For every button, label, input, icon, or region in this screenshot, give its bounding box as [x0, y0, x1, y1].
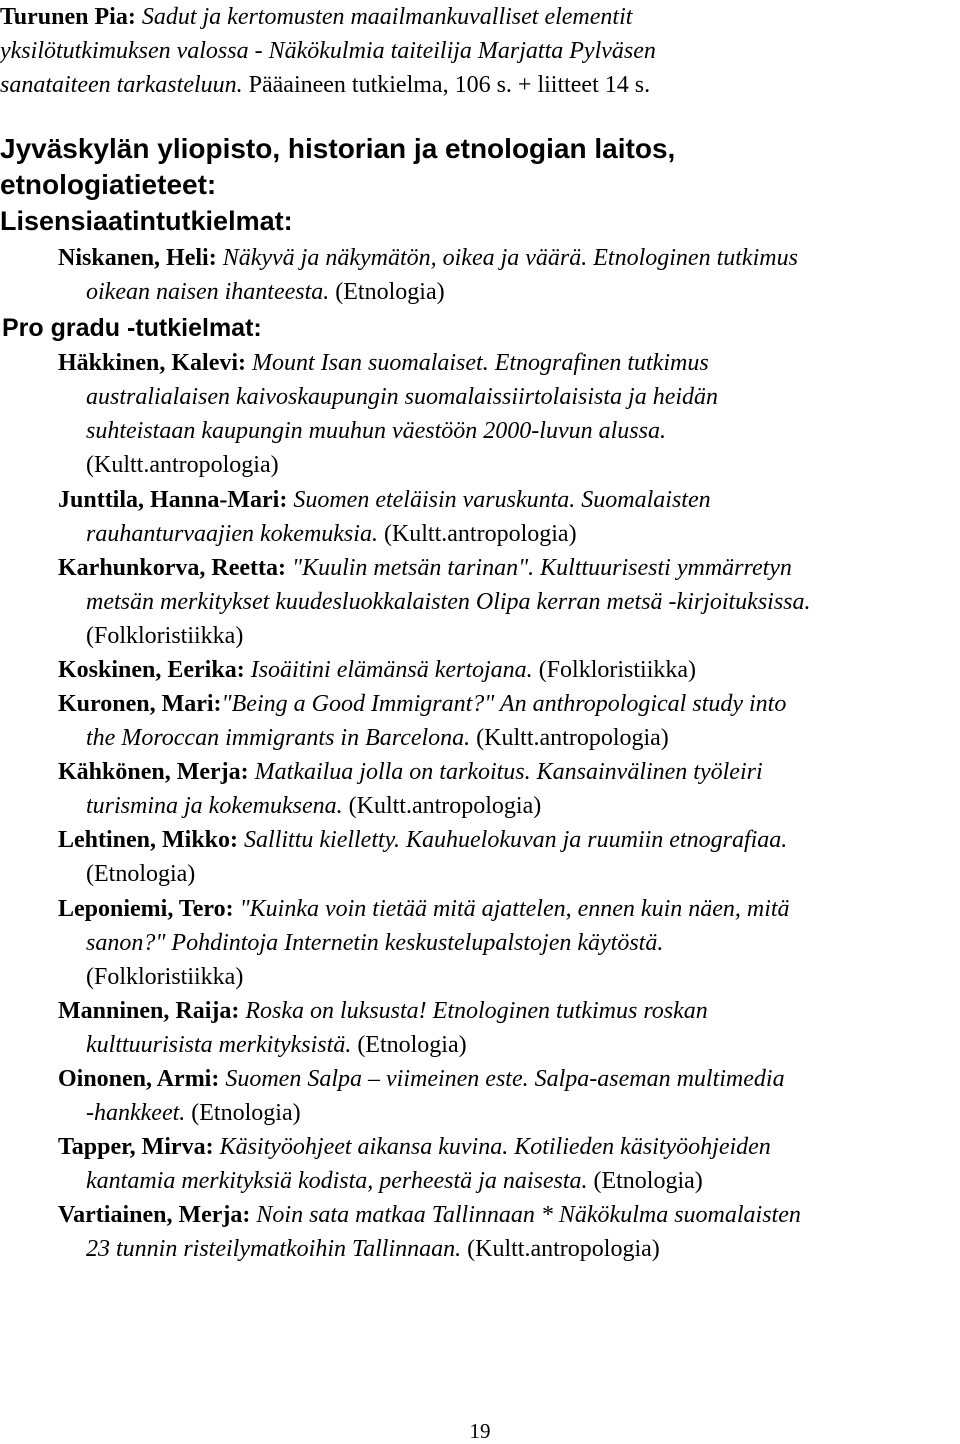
author-name: Lehtinen, Mikko:	[58, 827, 239, 853]
thesis-entry-tapper	[30, 1130, 960, 1198]
entry-line	[58, 241, 960, 275]
entry-line	[58, 755, 960, 789]
author-name: Tapper, Mirva:	[58, 1134, 214, 1160]
entry-line	[58, 1028, 960, 1062]
thesis-title: "Kuulin metsän tarinan". Kulttuurisesti ymmärretyn	[285, 555, 792, 581]
entry-line	[0, 0, 955, 34]
entry-line	[58, 346, 960, 380]
thesis-entry-kuronen	[30, 687, 960, 755]
thesis-title: Isoäitini elämänsä kertojana.	[244, 657, 533, 683]
subject-label: (Kultt.antropologia)	[86, 452, 279, 478]
thesis-entry-junttila	[30, 483, 960, 551]
entry-line	[58, 1164, 960, 1198]
entry-line	[58, 1198, 960, 1232]
author-name: Turunen Pia:	[0, 4, 136, 30]
thesis-title-continued: kulttuurisista merkityksistä.	[86, 1032, 352, 1058]
thesis-title: Sadut ja kertomusten maailmankuvalliset elementit	[141, 4, 633, 30]
author-name: Niskanen, Heli:	[58, 245, 217, 271]
thesis-title-continued: yksilötutkimuksen valossa - Näkökulmia taiteilija Marjatta Pylväsen	[0, 38, 656, 64]
subject-label: (Etnologia)	[351, 1032, 467, 1058]
entry-line	[58, 892, 960, 926]
thesis-title-continued: metsän merkitykset kuudesluokkalaisten Olipa kerran metsä -kirjoituksissa.	[86, 589, 811, 615]
institution-heading	[0, 132, 675, 166]
thesis-entry-hakkinen	[30, 346, 960, 482]
subject-label: (Etnologia)	[185, 1100, 301, 1126]
thesis-title: Suomen Salpa – viimeinen este. Salpa-aseman multimedia	[219, 1066, 785, 1092]
thesis-title-continued: -hankkeet.	[86, 1100, 186, 1126]
thesis-entry-lehtinen	[30, 823, 960, 891]
subject-label: (Kultt.antropologia)	[470, 725, 669, 751]
subject-label: (Folkloristiikka)	[86, 964, 244, 990]
thesis-title: "Being a Good Immigrant?" An anthropological study into	[221, 691, 787, 717]
author-name: Koskinen, Eerika:	[58, 657, 245, 683]
author-name: Kähkönen, Merja:	[58, 759, 249, 785]
entry-line	[58, 994, 960, 1028]
thesis-title: Noin sata matkaa Tallinnaan * Näkökulma suomalaisten	[250, 1202, 801, 1228]
section-heading-text: Pro gradu -tutkielmat:	[2, 314, 262, 342]
entry-line	[58, 483, 960, 517]
page-number: 19	[469, 1419, 491, 1443]
entry-line	[58, 789, 960, 823]
subject-label: (Etnologia)	[86, 861, 196, 887]
entry-line	[58, 1130, 960, 1164]
subject-label: (Etnologia)	[329, 279, 445, 305]
thesis-entry-karhunkorva	[30, 551, 960, 653]
section-heading-licentiate	[0, 204, 293, 238]
author-name: Junttila, Hanna-Mari:	[58, 487, 288, 513]
thesis-entry-koskinen	[30, 653, 960, 687]
thesis-title-continued: sanon?" Pohdintoja Internetin keskustelupalstojen käytöstä.	[86, 930, 664, 956]
subject-label: (Kultt.antropologia)	[461, 1236, 660, 1262]
thesis-title: Näkyvä ja näkymätön, oikea ja väärä. Etnologinen tutkimus	[216, 245, 798, 271]
entry-line	[58, 1062, 960, 1096]
entry-line	[58, 823, 960, 857]
subject-label: (Folkloristiikka)	[86, 623, 244, 649]
thesis-title: "Kuinka voin tietää mitä ajattelen, ennen kuin näen, mitä	[233, 896, 790, 922]
author-name: Manninen, Raija:	[58, 998, 240, 1024]
section-heading-masters	[2, 311, 262, 345]
author-name: Häkkinen, Kalevi:	[58, 350, 247, 376]
thesis-title: Mount Isan suomalaiset. Etnografinen tutkimus	[246, 350, 709, 376]
thesis-title-continued: sanataiteen tarkasteluun.	[0, 72, 243, 98]
entry-line	[58, 653, 960, 687]
thesis-title: Roska on luksusta! Etnologinen tutkimus roskan	[239, 998, 708, 1024]
author-name: Vartiainen, Merja:	[58, 1202, 251, 1228]
entry-line	[58, 721, 960, 755]
subject-label: (Etnologia)	[587, 1168, 703, 1194]
section-heading-text: Lisensiaatintutkielmat:	[0, 206, 293, 236]
subject-label: (Folkloristiikka)	[532, 657, 697, 683]
thesis-title-continued: 23 tunnin risteilymatkoihin Tallinnaan.	[86, 1236, 462, 1262]
thesis-title-continued: turismina ja kokemuksena.	[86, 793, 343, 819]
thesis-title-continued: oikean naisen ihanteesta.	[86, 279, 330, 305]
thesis-entry-niskanen	[30, 241, 960, 309]
institution-heading-line: etnologiatieteet:	[0, 169, 217, 200]
entry-line	[58, 1096, 960, 1130]
thesis-entry-kahkonen	[30, 755, 960, 823]
thesis-title-continued: australialaisen kaivoskaupungin suomalaissiirtolaisista ja heidän	[86, 384, 719, 410]
thesis-title-continued: rauhanturvaajien kokemuksia.	[86, 521, 378, 547]
entry-line	[58, 275, 960, 309]
subject-label: (Kultt.antropologia)	[342, 793, 542, 819]
thesis-details: Pääaineen tutkielma, 106 s. + liitteet 14 s.	[242, 72, 651, 98]
institution-heading-continued	[0, 168, 216, 202]
thesis-entry-turunen	[0, 0, 955, 102]
thesis-entry-oinonen	[30, 1062, 960, 1130]
thesis-title-continued: kantamia merkityksiä kodista, perheestä ja naisesta.	[86, 1168, 588, 1194]
author-name: Kuronen, Mari:	[58, 691, 222, 717]
subject-label: (Kultt.antropologia)	[377, 521, 577, 547]
author-name: Leponiemi, Tero:	[58, 896, 234, 922]
entry-line	[58, 687, 960, 721]
thesis-title: Käsityöohjeet aikansa kuvina. Kotilieden käsityöohjeiden	[213, 1134, 771, 1160]
entry-line	[58, 1232, 960, 1266]
author-name: Karhunkorva, Reetta:	[58, 555, 286, 581]
thesis-entry-leponiemi	[30, 892, 960, 994]
thesis-title-continued: suhteistaan kaupungin muuhun väestöön 2000-luvun alussa.	[86, 418, 666, 444]
author-name: Oinonen, Armi:	[58, 1066, 220, 1092]
thesis-title-continued: the Moroccan immigrants in Barcelona.	[86, 725, 471, 751]
institution-heading-line: Jyväskylän yliopisto, historian ja etnologian laitos,	[0, 133, 676, 164]
entry-line	[0, 68, 955, 102]
entry-line	[58, 551, 960, 585]
entry-line	[58, 517, 960, 551]
thesis-title: Sallittu kielletty. Kauhuelokuvan ja ruumiin etnografiaa.	[238, 827, 788, 853]
thesis-entry-vartiainen	[30, 1198, 960, 1266]
thesis-title: Suomen eteläisin varuskunta. Suomalaisten	[287, 487, 711, 513]
thesis-title: Matkailua jolla on tarkoitus. Kansainvälinen työleiri	[248, 759, 763, 785]
thesis-entry-manninen	[30, 994, 960, 1062]
